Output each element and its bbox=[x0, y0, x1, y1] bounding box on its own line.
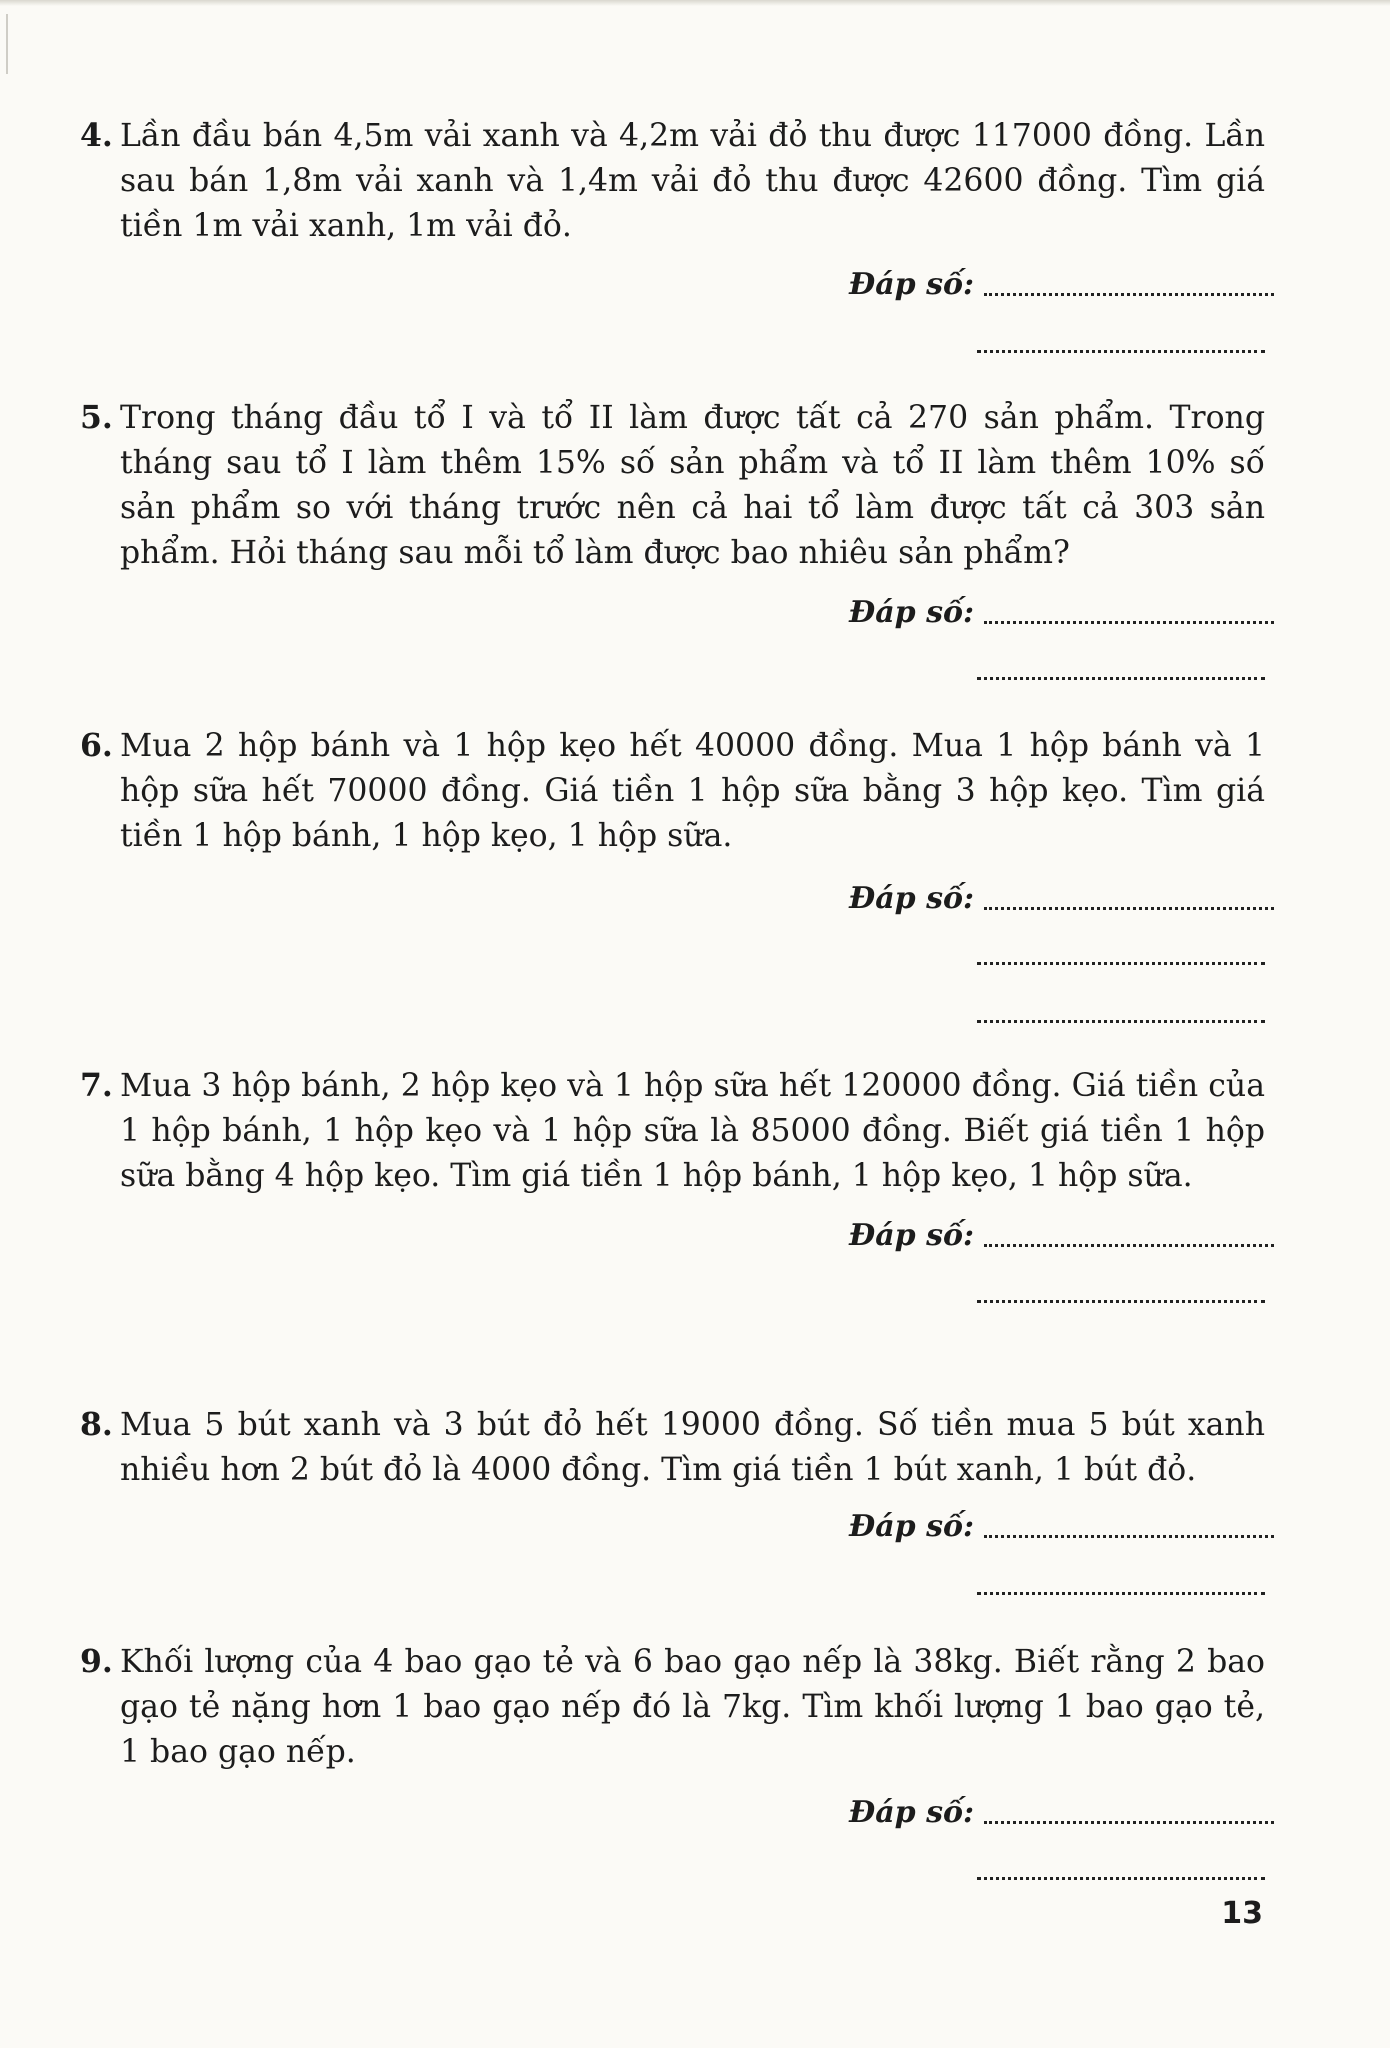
answer-extra-line[interactable] bbox=[977, 1871, 1265, 1880]
problem-text bbox=[80, 113, 1265, 249]
answer-dots[interactable] bbox=[984, 901, 1274, 910]
answer-line-problem-7[interactable] bbox=[849, 1213, 1265, 1259]
answer-label: Đáp số: bbox=[849, 1218, 975, 1253]
answer-label: Đáp số: bbox=[849, 1509, 975, 1544]
answer-extra-line[interactable] bbox=[977, 344, 1265, 353]
answer-line-problem-8[interactable] bbox=[849, 1504, 1265, 1550]
answer-dots[interactable] bbox=[984, 615, 1274, 624]
answer-label: Đáp số: bbox=[849, 881, 975, 916]
problem-7 bbox=[80, 1063, 1265, 1199]
problem-text bbox=[80, 1639, 1265, 1775]
answer-extra-line[interactable] bbox=[977, 1294, 1265, 1303]
answer-line-problem-5[interactable] bbox=[849, 590, 1265, 636]
answer-extra-line[interactable] bbox=[977, 956, 1265, 965]
answer-line-problem-9[interactable] bbox=[849, 1790, 1265, 1836]
problem-body: Lần đầu bán 4,5m vải xanh và 4,2m vải đỏ thu được 117000 đồng. Lần sau bán 1,8m vải xanh và 1,4m vải đỏ thu được 42600 đồng. Tìm giá tiền 1m vải xanh, 1m vải đỏ. bbox=[120, 118, 1265, 244]
answer-extra-line[interactable] bbox=[977, 671, 1265, 680]
problem-8 bbox=[80, 1402, 1265, 1493]
answer-label: Đáp số: bbox=[849, 267, 975, 302]
problem-body: Mua 2 hộp bánh và 1 hộp kẹo hết 40000 đồng. Mua 1 hộp bánh và 1 hộp sữa hết 70000 đồng. Giá tiền 1 hộp sữa bằng 3 hộp kẹo. Tìm giá tiền 1 hộp bánh, 1 hộp kẹo, 1 hộp sữa. bbox=[120, 728, 1265, 854]
problem-6 bbox=[80, 723, 1265, 859]
answer-dots[interactable] bbox=[984, 1529, 1274, 1538]
answer-label: Đáp số: bbox=[849, 1795, 975, 1830]
problem-body: Mua 3 hộp bánh, 2 hộp kẹo và 1 hộp sữa hết 120000 đồng. Giá tiền của 1 hộp bánh, 1 hộp kẹo và 1 hộp sữa là 85000 đồng. Biết giá tiền 1 hộp sữa bằng 4 hộp kẹo. Tìm giá tiền 1 hộp bánh, 1 hộp kẹo, 1 hộp sữa. bbox=[120, 1068, 1265, 1194]
problem-number: 8. bbox=[80, 1406, 113, 1443]
page-edge-mark bbox=[6, 14, 8, 74]
problem-body: Khối lượng của 4 bao gạo tẻ và 6 bao gạo nếp là 38kg. Biết rằng 2 bao gạo tẻ nặng hơn 1 bao gạo nếp đó là 7kg. Tìm khối lượng 1 bao gạo tẻ, 1 bao gạo nếp. bbox=[120, 1644, 1265, 1770]
page-edge-shadow bbox=[0, 0, 1390, 6]
problem-text bbox=[80, 1063, 1265, 1199]
problem-4 bbox=[80, 113, 1265, 249]
problem-number: 6. bbox=[80, 727, 113, 764]
problem-body: Mua 5 bút xanh và 3 bút đỏ hết 19000 đồng. Số tiền mua 5 bút xanh nhiều hơn 2 bút đỏ là 4000 đồng. Tìm giá tiền 1 bút xanh, 1 bút đỏ. bbox=[120, 1407, 1265, 1488]
page-number: 13 bbox=[1221, 1896, 1263, 1931]
problem-number: 9. bbox=[80, 1643, 113, 1680]
answer-line-problem-4[interactable] bbox=[849, 262, 1265, 308]
answer-extra-line[interactable] bbox=[977, 1586, 1265, 1595]
problem-body: Trong tháng đầu tổ I và tổ II làm được tất cả 270 sản phẩm. Trong tháng sau tổ I làm thêm 15% số sản phẩm và tổ II làm thêm 10% số sản phẩm so với tháng trước nên cả hai tổ làm được tất cả 303 sản phẩm. Hỏi tháng sau mỗi tổ làm được bao nhiêu sản phẩm? bbox=[120, 400, 1265, 571]
problem-text bbox=[80, 723, 1265, 859]
answer-label: Đáp số: bbox=[849, 595, 975, 630]
problem-number: 5. bbox=[80, 399, 113, 436]
answer-line-problem-6[interactable] bbox=[849, 876, 1265, 922]
answer-dots[interactable] bbox=[984, 1238, 1274, 1247]
answer-dots[interactable] bbox=[984, 287, 1274, 296]
problem-5 bbox=[80, 395, 1265, 576]
problem-text bbox=[80, 1402, 1265, 1493]
problem-text bbox=[80, 395, 1265, 576]
problem-9 bbox=[80, 1639, 1265, 1775]
answer-dots[interactable] bbox=[984, 1815, 1274, 1824]
problem-number: 4. bbox=[80, 117, 113, 154]
answer-extra-line[interactable] bbox=[977, 1014, 1265, 1023]
problem-number: 7. bbox=[80, 1067, 113, 1104]
